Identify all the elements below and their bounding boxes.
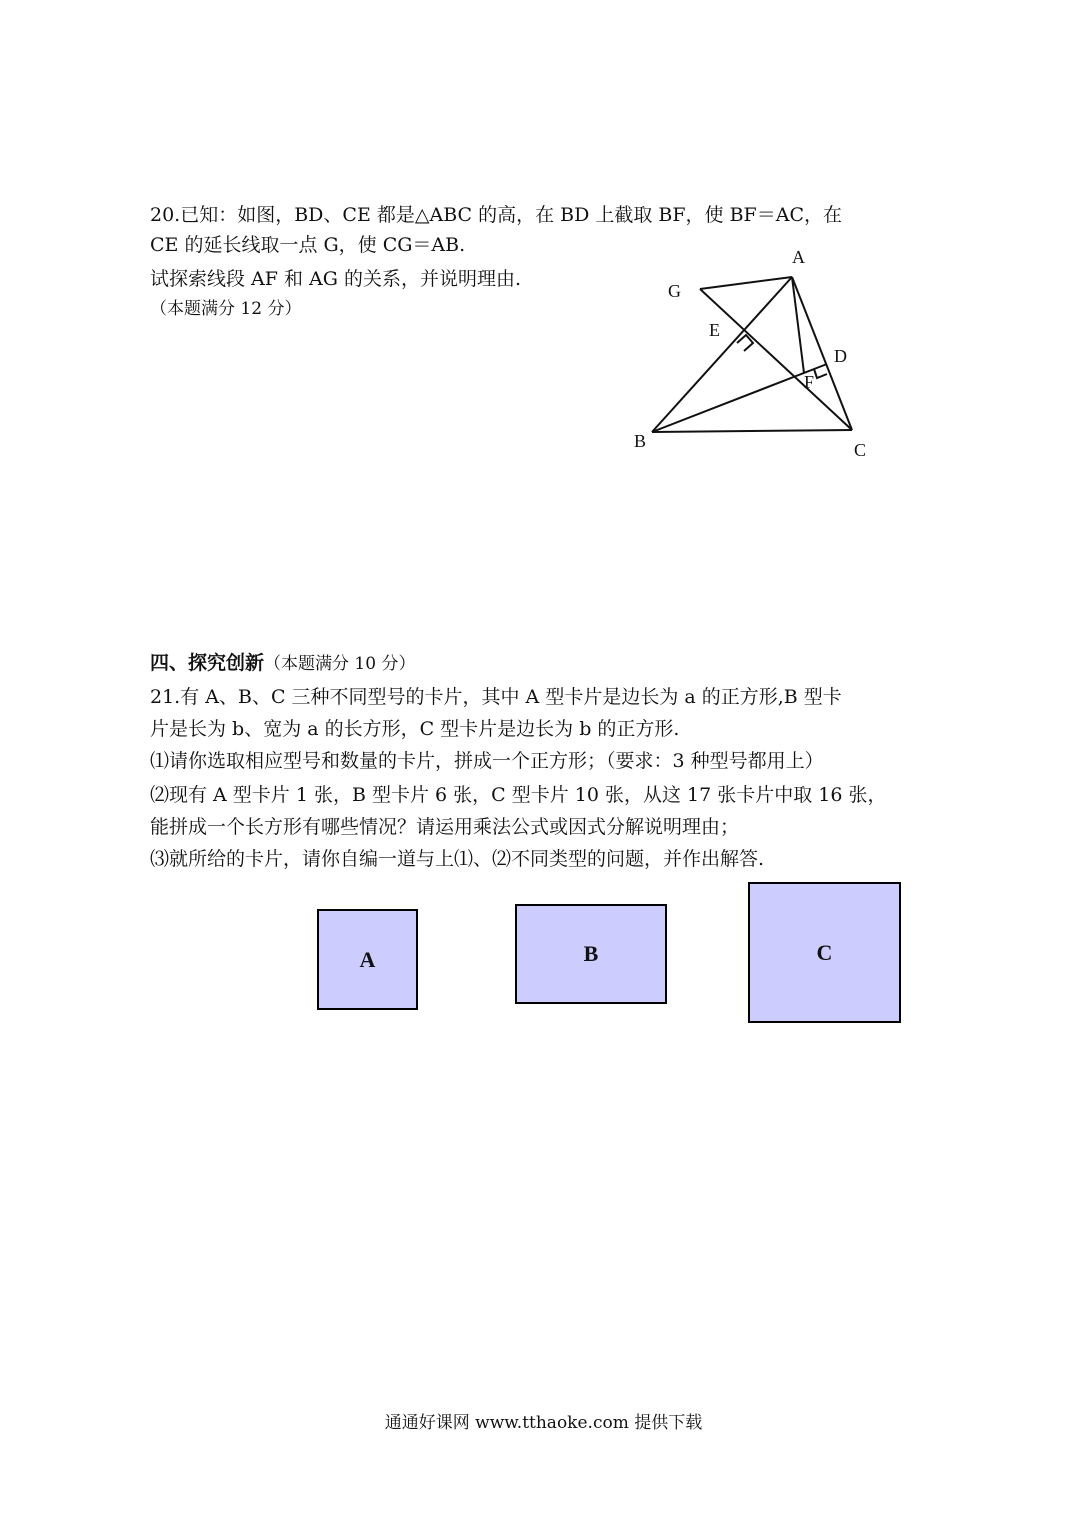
section4-score: （本题满分 10 分）	[264, 654, 416, 674]
label-f: F	[804, 372, 815, 392]
label-d: D	[834, 346, 847, 366]
q21-item3: ⑶就所给的卡片，请你自编一道与上⑴、⑵不同类型的问题，并作出解答.	[150, 848, 765, 870]
right-angle-d	[814, 369, 827, 378]
card-b-label: B	[583, 941, 599, 966]
q21-item2b: 能拼成一个长方形有哪些情况？请运用乘法公式或因式分解说明理由；	[150, 816, 740, 838]
q20-line1: 20.已知：如图，BD、CE 都是△ABC 的高，在 BD 上截取 BF，使 BF＝AC，在	[150, 204, 842, 226]
label-a: A	[792, 247, 805, 267]
q21-line2: 片是长为 b、宽为 a 的长方形，C 型卡片是边长为 b 的正方形.	[150, 718, 680, 740]
right-angle-e	[737, 335, 753, 351]
segment-bd	[652, 364, 827, 432]
q21-item2a: ⑵现有 A 型卡片 1 张，B 型卡片 6 张，C 型卡片 10 张，从这 17 张卡片中取 16 张，	[150, 784, 887, 806]
segment-bc	[652, 430, 852, 432]
q20-line3: 试探索线段 AF 和 AG 的关系，并说明理由.	[150, 268, 522, 290]
card-b	[515, 904, 667, 1004]
q21-item1: ⑴请你选取相应型号和数量的卡片，拼成一个正方形；（要求：3 种型号都用上）	[150, 750, 824, 772]
section4-title: 四、探究创新	[150, 652, 265, 674]
card-a-label: A	[359, 946, 376, 972]
q20-score: （本题满分 12 分）	[150, 299, 302, 319]
triangle-figure	[620, 240, 880, 470]
label-b: B	[634, 431, 647, 451]
footer-credit: 通通好课网 www.tthaoke.com 提供下载	[384, 1413, 703, 1433]
label-e: E	[709, 320, 720, 340]
segment-ga	[700, 277, 792, 289]
label-g: G	[668, 281, 681, 301]
q21-line1: 21.有 A、B、C 三种不同型号的卡片，其中 A 型卡片是边长为 a 的正方形,B 型卡	[150, 686, 842, 708]
card-c-label: C	[816, 939, 833, 965]
segment-gc	[700, 289, 852, 430]
card-c	[748, 882, 901, 1023]
card-a	[317, 909, 418, 1010]
section4-heading	[150, 650, 415, 677]
q20-line2: CE 的延长线取一点 G，使 CG＝AB.	[150, 234, 466, 256]
label-c: C	[854, 440, 867, 460]
